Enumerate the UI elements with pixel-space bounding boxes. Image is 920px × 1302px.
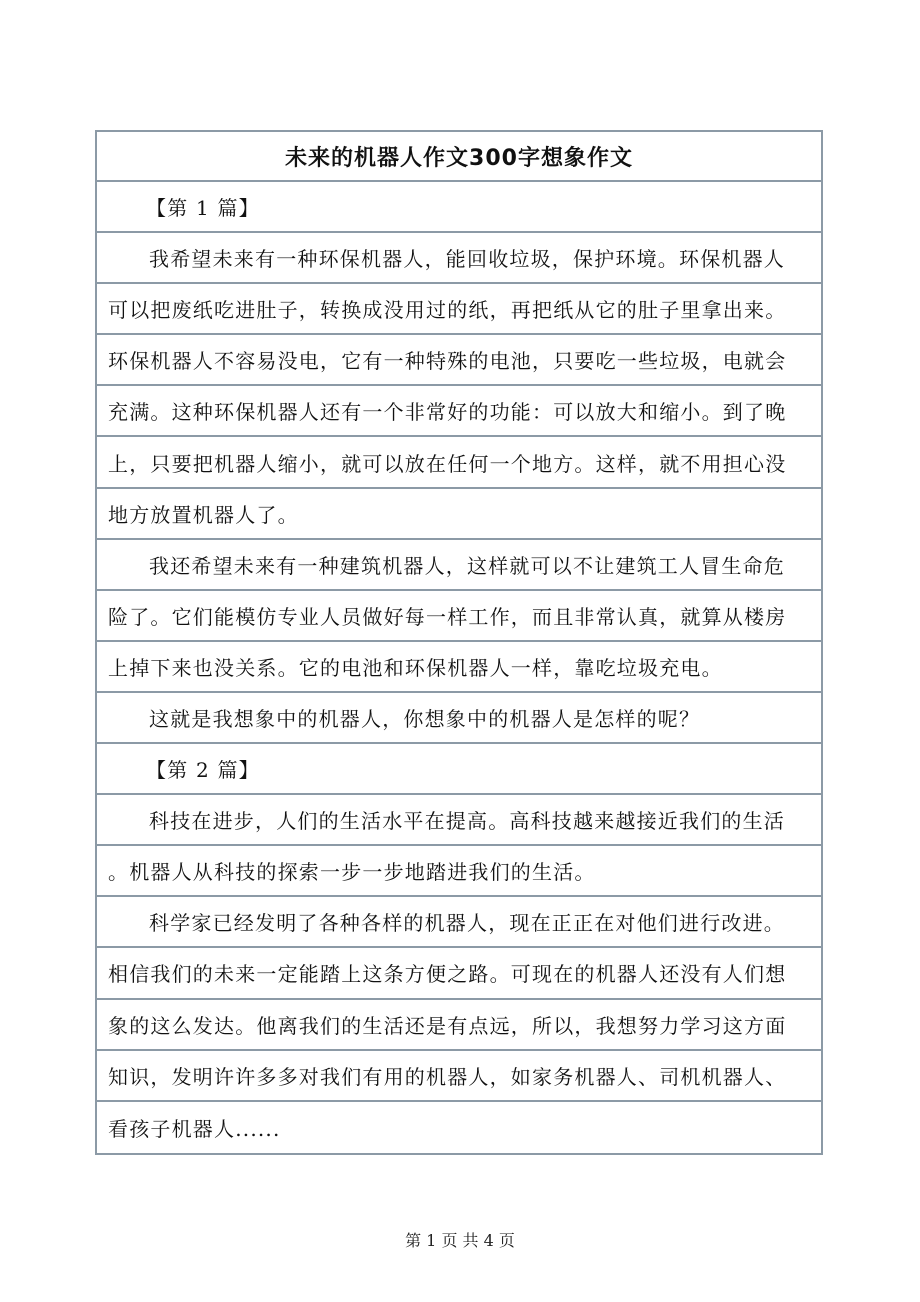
text-line: 环保机器人不容易没电，它有一种特殊的电池，只要吃一些垃圾，电就会: [97, 335, 821, 386]
text-line: 上掉下来也没关系。它的电池和环保机器人一样，靠吃垃圾充电。: [97, 642, 821, 693]
text-line: 我希望未来有一种环保机器人，能回收垃圾，保护环境。环保机器人: [97, 233, 821, 284]
text-line: 知识，发明许许多多对我们有用的机器人，如家务机器人、司机机器人、: [97, 1051, 821, 1102]
text-line: 看孩子机器人......: [108, 1116, 281, 1141]
section-heading: 【第 2 篇】: [97, 744, 821, 795]
text-line: 上，只要把机器人缩小，就可以放在任何一个地方。这样，就不用担心没: [97, 437, 821, 488]
text-line: 险了。它们能模仿专业人员做好每一样工作，而且非常认真，就算从楼房: [97, 591, 821, 642]
text-line: 可以把废纸吃进肚子，转换成没用过的纸，再把纸从它的肚子里拿出来。: [97, 284, 821, 335]
essay-lines: [97, 182, 821, 1153]
text-line: 我还希望未来有一种建筑机器人，这样就可以不让建筑工人冒生命危: [97, 540, 821, 591]
text-line: 充满。这种环保机器人还有一个非常好的功能：可以放大和缩小。到了晚: [97, 386, 821, 437]
text-line: 。机器人从科技的探索一步一步地踏进我们的生活。: [97, 846, 821, 897]
text-line: 地方放置机器人了。: [97, 489, 821, 540]
text-line: 科技在进步，人们的生活水平在提高。高科技越来越接近我们的生活: [97, 795, 821, 846]
essay-table: [95, 130, 823, 1155]
text-line: 象的这么发达。他离我们的生活还是有点远，所以，我想努力学习这方面: [97, 1000, 821, 1051]
text-line: 科学家已经发明了各种各样的机器人，现在正正在对他们进行改进。: [97, 897, 821, 948]
document-title: 未来的机器人作文300字想象作文: [97, 132, 821, 182]
page-footer: 第 1 页 共 4 页: [405, 1231, 515, 1250]
text-line: 这就是我想象中的机器人，你想象中的机器人是怎样的呢？: [97, 693, 821, 744]
text-line: 相信我们的未来一定能踏上这条方便之路。可现在的机器人还没有人们想: [97, 948, 821, 999]
section-heading: 【第 1 篇】: [97, 182, 821, 233]
